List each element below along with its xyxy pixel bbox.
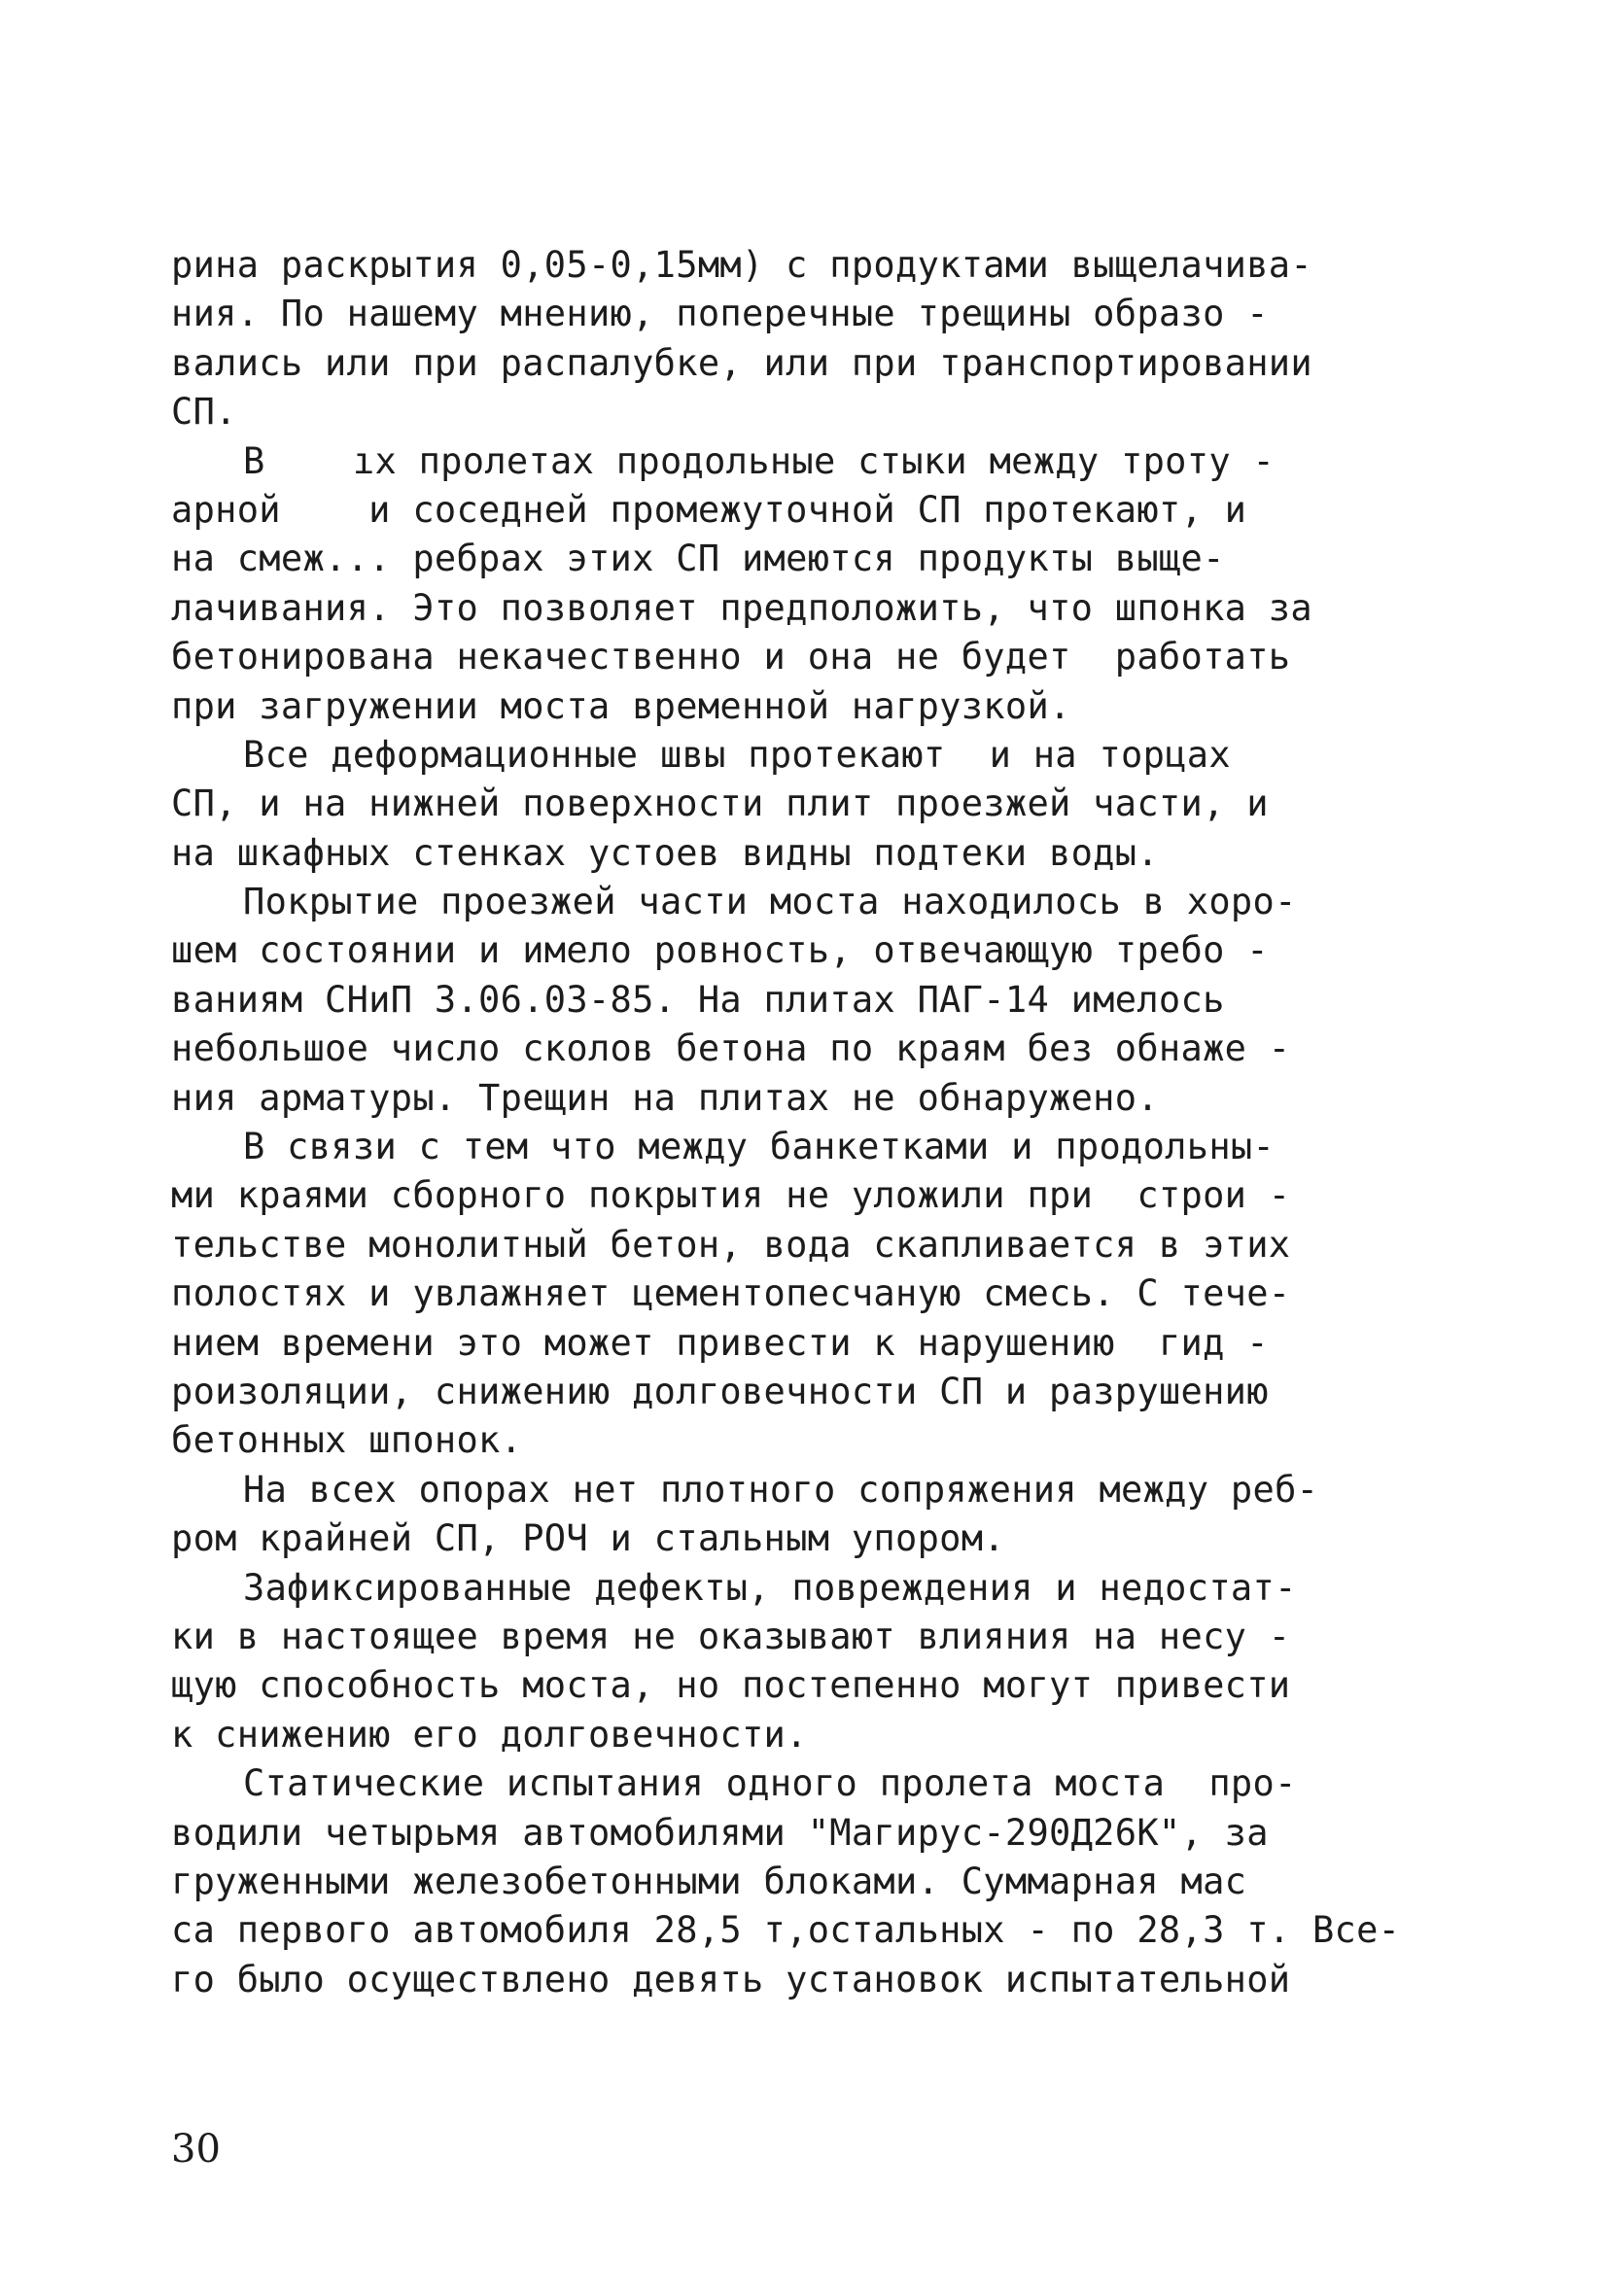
text-line: небольшое число сколов бетона по краям без обнаже - <box>171 1027 1291 1070</box>
text-line: На всех опорах нет плотного сопряжения между реб- <box>243 1468 1319 1511</box>
text-line: СП, и на нижней поверхности плит проезжей части, и <box>171 783 1269 825</box>
text-line: к снижению его долговечности. <box>171 1713 808 1756</box>
text-line: ния арматуры. Трещин на плитах не обнаружено. <box>171 1076 1159 1119</box>
text-line: щую способность моста, но постепенно могут привести <box>171 1664 1291 1707</box>
text-line: груженными железобетонными блоками. Суммарная мас <box>171 1860 1247 1902</box>
text-line: вались или при распалубке, или при транспортировании <box>171 341 1312 384</box>
text-line: ми краями сборного покрытия не уложили при строи - <box>171 1174 1291 1217</box>
text-line: арной и соседней промежуточной СП протекают, и <box>171 488 1247 531</box>
text-line: Покрытие проезжей части моста находилось в хоро- <box>243 881 1297 923</box>
text-line: СП. <box>171 391 237 434</box>
text-line: Статические испытания одного пролета моста про- <box>243 1762 1297 1805</box>
text-line: В ıх пролетах продольные стыки между троту - <box>243 439 1276 482</box>
body-text <box>171 241 1425 2004</box>
text-line: го было осуществлено девять установок испытательной <box>171 1958 1291 2000</box>
text-line: бетонных шпонок. <box>171 1419 523 1462</box>
text-line: водили четырьмя автомобилями "Магирус-290Д26К", за <box>171 1811 1269 1854</box>
text-line: при загружении моста временной нагрузкой. <box>171 684 1071 727</box>
text-line: Все деформационные швы протекают и на торцах <box>243 733 1231 776</box>
text-line: роизоляции, снижению долговечности СП и разрушению <box>171 1370 1269 1412</box>
text-line: рина раскрытия 0,05-0,15мм) с продуктами выщелачива- <box>171 244 1312 286</box>
text-line: бетонирована некачественно и она не будет работать <box>171 636 1291 678</box>
text-line: на шкафных стенках устоев видны подтеки воды. <box>171 831 1159 874</box>
text-line: ром крайней СП, РОЧ и стальным упором. <box>171 1517 1005 1560</box>
text-line: на смеж... ребрах этих СП имеются продукты выще- <box>171 538 1225 580</box>
page-number: 30 <box>171 2127 221 2172</box>
text-line: са первого автомобиля 28,5 т,остальных - по 28,3 т. Все- <box>171 1909 1401 1952</box>
text-line: В связи с тем что между банкетками и продольны- <box>243 1126 1276 1168</box>
text-line: шем состоянии и имело ровность, отвечающую требо - <box>171 929 1269 972</box>
text-line: нием времени это может привести к нарушению гид - <box>171 1321 1269 1364</box>
text-line: ваниям СНиП 3.06.03-85. На плитах ПАГ-14 имелось <box>171 978 1225 1021</box>
text-line: лачивания. Это позволяет предположить, что шпонка за <box>171 586 1312 629</box>
text-line: ки в настоящее время не оказывают влияния на несу - <box>171 1615 1291 1657</box>
text-line: Зафиксированные дефекты, повреждения и недостат- <box>243 1566 1297 1609</box>
text-line: ния. По нашему мнению, поперечные трещины образо - <box>171 293 1269 335</box>
text-line: тельстве монолитный бетон, вода скапливается в этих <box>171 1223 1291 1266</box>
text-line: полостях и увлажняет цементопесчаную смесь. С тече- <box>171 1272 1291 1315</box>
